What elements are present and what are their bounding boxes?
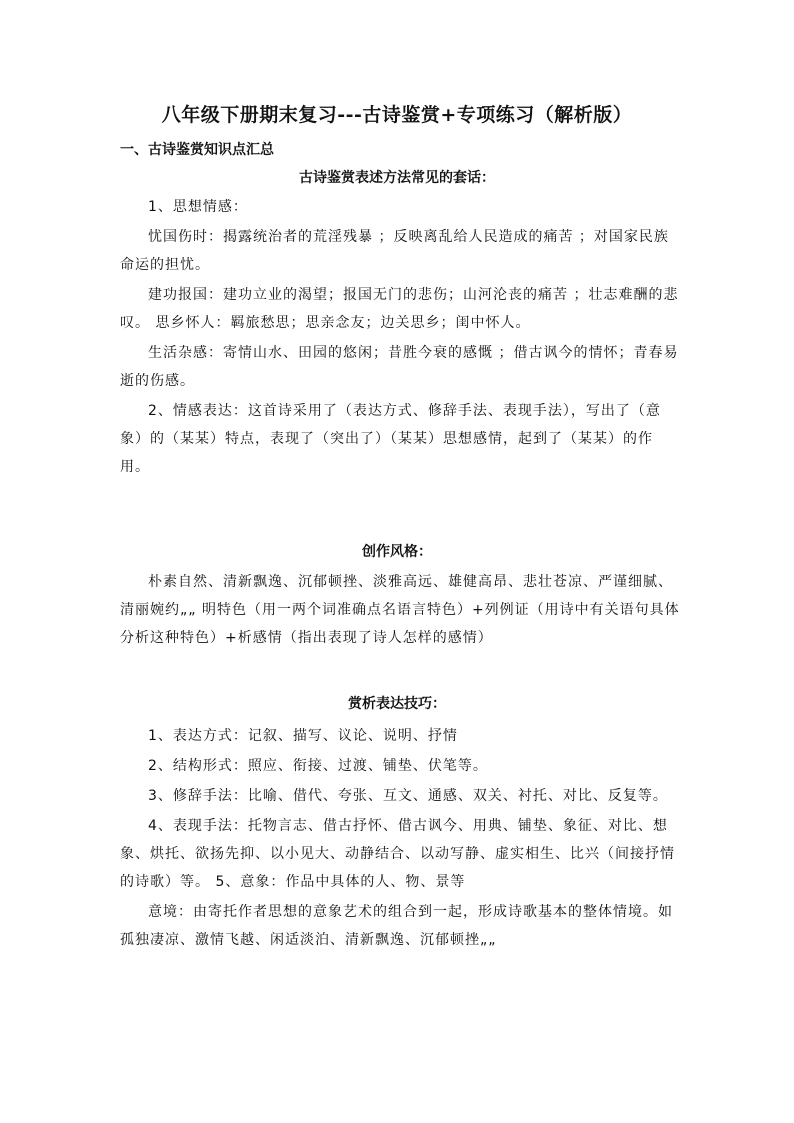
section-heading: 一、古诗鉴赏知识点汇总 [120, 142, 274, 158]
paragraph: 3、修辞手法：比喻、借代、夸张、互文、通感、双关、衬托、对比、反复等。 [148, 788, 668, 804]
techniques-block [120, 722, 680, 954]
paragraph: 1、思想情感： [148, 199, 248, 215]
techniques-heading: 赏析表达技巧： [348, 696, 446, 712]
style-block [120, 568, 680, 652]
paragraph: 4、表现手法：托物言志、借古抒怀、借古讽今、用典、铺垫、象征、对比、想象、烘托、欲扬先抑、以小见大、动静结合、以动写静、虚实相生、比兴（间接抒情的诗歌）等。 5、意象：作品中具体的人、物、景等 [120, 818, 675, 890]
paragraph: 朴素自然、清新飘逸、沉郁顿挫、淡雅高远、雄健高昂、悲壮苍凉、严谨细腻、清丽婉约„„ 明特色（用一两个词准确点名语言特色）+列例证（用诗中有关语句具体分析这种特色）+析感情（指出表现了诗人怎样的感情） [120, 574, 680, 646]
document-title: 八年级下册期末复习---古诗鉴赏+专项练习（解析版） [161, 104, 633, 126]
paragraph: 2、结构形式：照应、衔接、过渡、铺垫、伏笔等。 [148, 758, 488, 774]
paragraph: 意境：由寄托作者思想的意象艺术的组合到一起，形成诗歌基本的整体情境。如孤独凄凉、激情飞越、闲适淡泊、清新飘逸、沉郁顿挫„„ [120, 904, 673, 948]
paragraph: 忧国伤时：揭露统治者的荒淫残暴 ；反映离乱给人民造成的痛苦 ；对国家民族命运的担忧。 [120, 229, 669, 273]
methods-block [120, 193, 680, 481]
paragraph: 1、表达方式：记叙、描写、议论、说明、抒情 [148, 728, 458, 744]
paragraph: 建功报国：建功立业的渴望；报国无门的悲伤；山河沦丧的痛苦 ；壮志难酬的悲叹。 思乡怀人：羁旅愁思；思亲念友；边关思乡；闺中怀人。 [120, 287, 679, 331]
methods-heading: 古诗鉴赏表述方法常见的套话： [299, 170, 495, 186]
paragraph: 生活杂感：寄情山水、田园的悠闲；昔胜今衰的感慨 ；借古讽今的情怀；青春易逝的伤感。 [120, 345, 679, 389]
paragraph: 2、情感表达：这首诗采用了（表达方式、修辞手法、表现手法），写出了（意象）的（某某）特点，表现了（突出了）（某某）思想感情，起到了（某某）的作用。 [120, 403, 661, 475]
style-heading: 创作风格： [362, 544, 432, 560]
